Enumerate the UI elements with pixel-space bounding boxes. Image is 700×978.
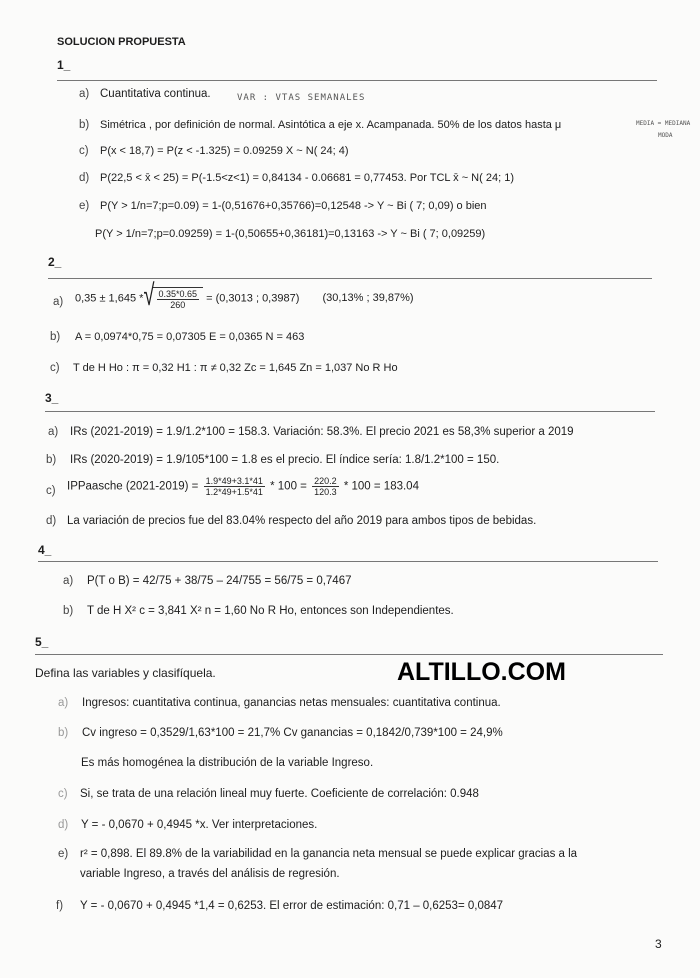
s2-a-tag: a) (53, 296, 64, 308)
s5-d-tag: d) (58, 819, 69, 831)
s1-e-text-2: P(Y > 1/n=7;p=0.09259) = 1-(0,50655+0,36181)=0,13163 -> Y ~ Bi ( 7; 0,09259) (95, 228, 486, 240)
s5-b-text: Cv ingreso = 0,3529/1,63*100 = 21,7% Cv ganancias = 0,1842/0,739*100 = 24,9% (82, 727, 503, 739)
s2-a-formula (75, 287, 414, 310)
s4-b-text: T de H X² c = 3,841 X² n = 1,60 No R Ho, entonces son Independientes. (87, 605, 454, 617)
s5-e-text-2: variable Ingreso, a través del análisis de regresión. (80, 868, 340, 880)
section-1-label: 1_ (57, 58, 71, 72)
s5-f-text: Y = - 0,0670 + 0,4945 *1,4 = 0,6253. El error de estimación: 0,71 – 0,6253= 0,0847 (80, 900, 504, 912)
s3-d-text: La variación de precios fue del 83.04% respecto del año 2019 para ambos tipos de bebidas. (67, 515, 537, 527)
s1-b-text: Simétrica , por definición de normal. Asintótica a eje x. Acampanada. 50% de los datos hasta μ (100, 119, 562, 131)
s3-c-den2: 120.3 (314, 487, 337, 497)
s2-a-pre: 0,35 ± 1,645 * (75, 292, 144, 305)
s5-f-tag: f) (56, 900, 64, 912)
section-1-rule (57, 80, 657, 81)
s4-a-tag: a) (63, 575, 74, 587)
s3-c-fraction-2 (312, 476, 339, 497)
s5-b-text-2: Es más homogénea la distribución de la variable Ingreso. (81, 757, 374, 769)
s3-d-tag: d) (46, 515, 57, 527)
s3-c-mid: * 100 = (270, 480, 307, 493)
s1-b-handwriting-1: MEDIA = MEDIANA (636, 120, 691, 127)
s5-intro: Defina las variables y clasifíquela. (35, 666, 216, 680)
page-title: SOLUCION PROPUESTA (57, 36, 186, 48)
section-5-label: 5_ (35, 635, 49, 649)
s1-c-tag: c) (79, 145, 89, 157)
section-2-label: 2_ (48, 255, 62, 269)
section-5-rule (35, 654, 663, 655)
s5-e-tag: e) (58, 848, 69, 860)
section-4-rule (38, 561, 658, 562)
s1-e-tag: e) (79, 200, 90, 212)
s3-c-formula (67, 476, 419, 497)
s5-a-text: Ingresos: cuantitativa continua, ganancias netas mensuales: cuantitativa continua. (82, 697, 501, 709)
s1-d-text: P(22,5 < x̄ < 25) = P(-1.5<z<1) = 0,84134 - 0.06681 = 0,77453. Por TCL x̄ ~ N( 24; 1) (100, 172, 514, 184)
s1-b-handwriting-2: MODA (658, 132, 673, 139)
section-4-label: 4_ (38, 543, 52, 557)
s1-c-text: P(x < 18,7) = P(z < -1.325) = 0.09259 X ~ N( 24; 4) (100, 145, 349, 157)
s3-b-tag: b) (46, 454, 57, 466)
page-number: 3 (655, 937, 662, 951)
s5-b-tag: b) (58, 727, 69, 739)
s3-c-pre: IPPaasche (2021-2019) = (67, 480, 199, 493)
s3-c-fraction-1 (204, 476, 265, 497)
s3-c-den1: 1.2*49+1.5*41 (205, 487, 263, 497)
section-3-label: 3_ (45, 391, 59, 405)
s3-c-num2: 220.2 (314, 476, 337, 486)
s1-d-tag: d) (79, 172, 90, 184)
s4-b-tag: b) (63, 605, 74, 617)
s5-a-tag: a) (58, 697, 69, 709)
s2-a-den: 260 (170, 300, 186, 310)
watermark-logo: ALTILLO.COM (397, 658, 566, 686)
s3-c-num1: 1.9*49+3.1*41 (205, 476, 263, 486)
s3-b-text: IRs (2020-2019) = 1.9/105*100 = 1.8 es el precio. El índice sería: 1.8/1.2*100 = 150. (70, 454, 500, 466)
s4-a-text: P(T o B) = 42/75 + 38/75 – 24/755 = 56/75 = 0,7467 (87, 575, 352, 587)
sqrt-symbol (153, 287, 204, 310)
s3-a-tag: a) (48, 426, 59, 438)
s5-c-text: Si, se trata de una relación lineal muy fuerte. Coeficiente de correlación: 0.948 (80, 788, 479, 800)
s3-c-post: * 100 = 183.04 (343, 480, 419, 493)
s3-a-text: IRs (2021-2019) = 1.9/1.2*100 = 158.3. Variación: 58.3%. El precio 2021 es 58,3% superior a 2019 (70, 426, 574, 438)
section-3-rule (45, 411, 655, 412)
s5-d-text: Y = - 0,0670 + 0,4945 *x. Ver interpretaciones. (81, 819, 318, 831)
s1-b-tag: b) (79, 119, 90, 131)
s2-c-text: T de H Ho : π = 0,32 H1 : π ≠ 0,32 Zc = 1,645 Zn = 1,037 No R Ho (73, 362, 398, 374)
s2-b-text: A = 0,0974*0,75 = 0,07305 E = 0,0365 N = 463 (75, 331, 305, 343)
s1-a-text: Cuantitativa continua. (100, 88, 211, 100)
s2-a-post: = (0,3013 ; 0,3987) (206, 292, 300, 305)
s2-a-pct: (30,13% ; 39,87%) (322, 292, 414, 305)
s5-e-text-1: r² = 0,898. El 89.8% de la variabilidad en la ganancia neta mensual se puede explicar gracias a la (80, 848, 578, 860)
s2-a-fraction (157, 289, 200, 310)
s2-a-num: √ 0.35*0.65 (158, 289, 198, 299)
s1-a-tag: a) (79, 88, 90, 100)
s2-c-tag: c) (50, 362, 60, 374)
section-2-rule (48, 278, 652, 279)
s5-c-tag: c) (58, 788, 68, 800)
s1-e-text-1: P(Y > 1/n=7;p=0.09) = 1-(0,51676+0,35766)=0,12548 -> Y ~ Bi ( 7; 0,09) o bien (100, 200, 487, 212)
s2-b-tag: b) (50, 331, 61, 343)
s3-c-tag: c) (46, 485, 56, 497)
s1-a-handwriting: VAR : VTAS SEMANALES (237, 93, 366, 103)
